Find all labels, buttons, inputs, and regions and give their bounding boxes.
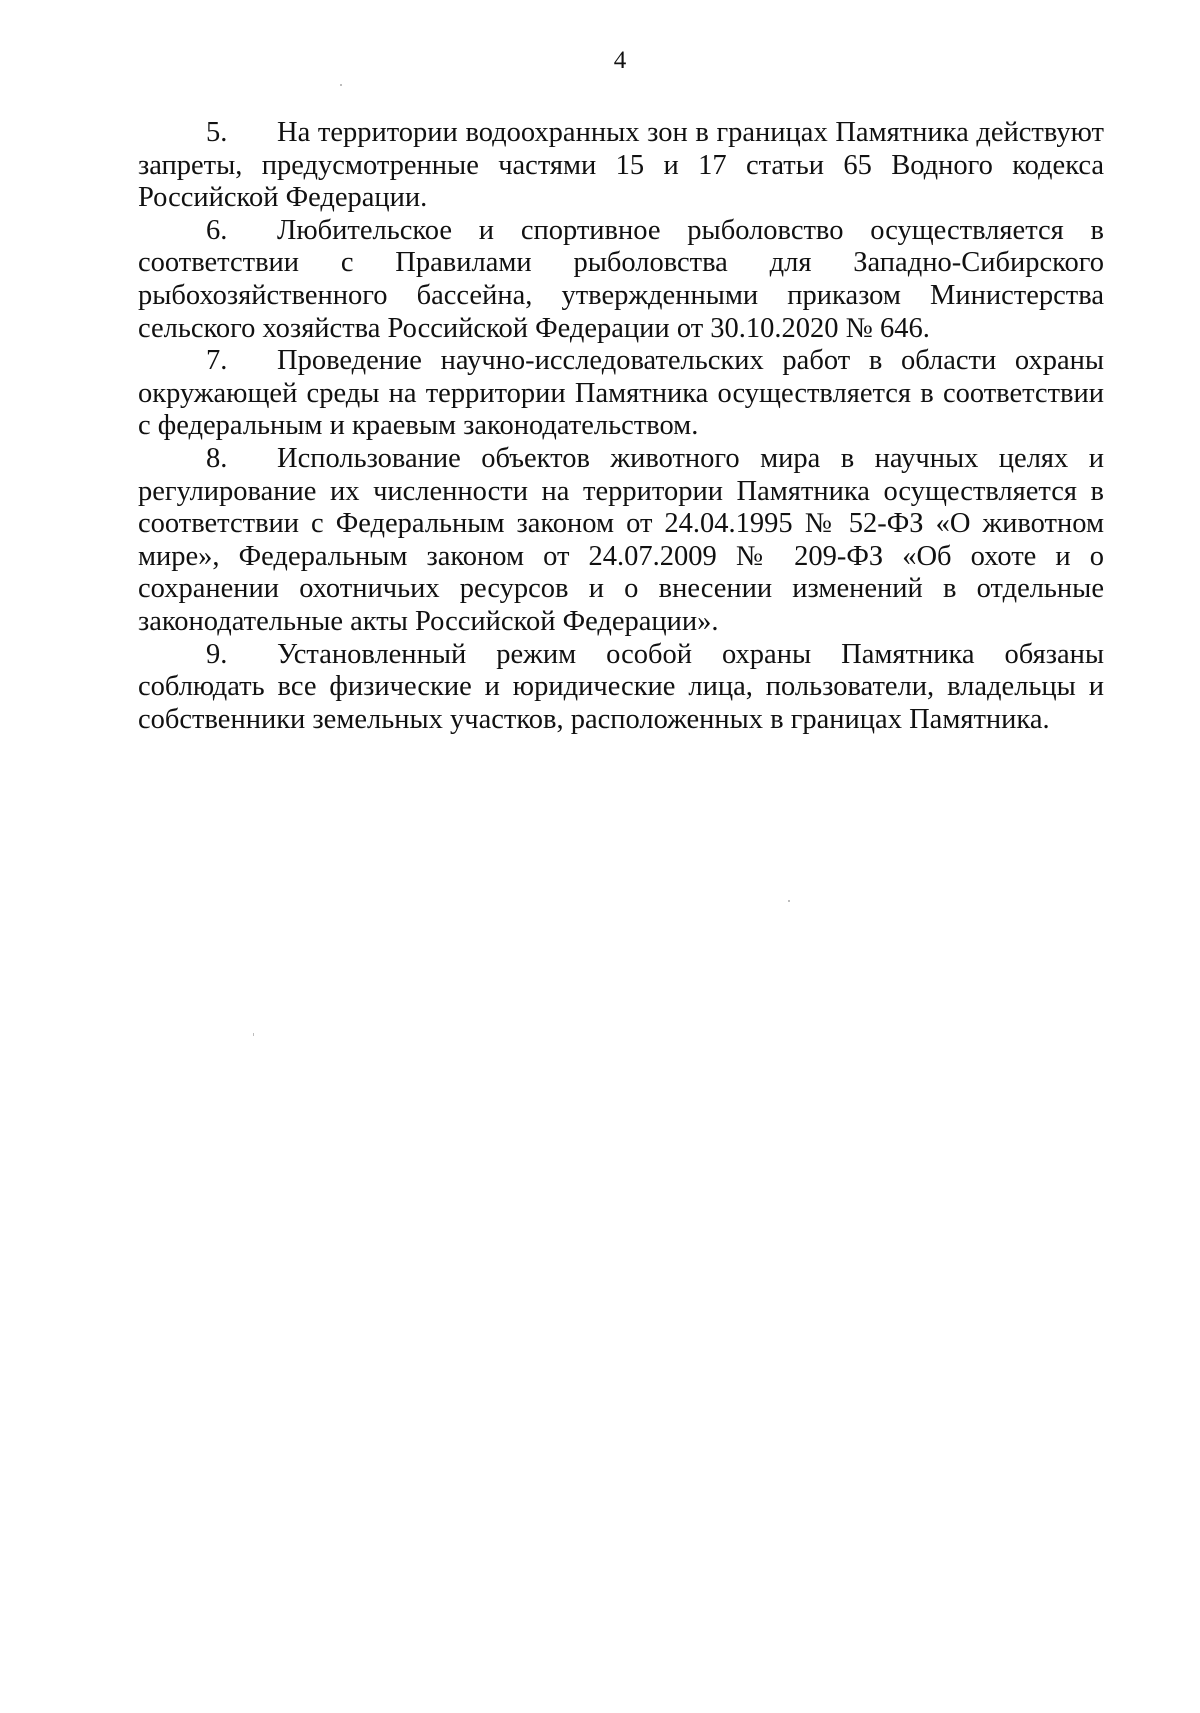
paragraph-text: Использование объектов животного мира в научных целях и регулирование их численности на территории Памятника осуществляется в соответствии с Федеральным законом от 24.04.1995 № 52-ФЗ «О животном мире», Федеральным законом от 24.07.2009 № 209-ФЗ «Об охоте и о сохранении охотничьих ресурсов и о внесении изменений в отдельные законодательные акты Российской Федерации». (138, 442, 1104, 637)
document-body (138, 117, 1104, 736)
paragraph-number: 6. (206, 214, 228, 246)
paragraph-text: На территории водоохранных зон в границах Памятника действуют запреты, предусмотренные частями 15 и 17 статьи 65 Водного кодекса Российской Федерации. (138, 117, 1104, 214)
paragraph-5 (138, 117, 1104, 215)
paragraph-number: 7. (206, 345, 228, 377)
page-number: 4 (613, 47, 627, 74)
scan-speck (340, 84, 342, 86)
paragraph-9 (138, 639, 1104, 737)
scan-speck (788, 900, 790, 902)
paragraph-text: Проведение научно-исследовательских работ в области охраны окружающей среды на территории Памятника осуществляется в соответствии с федеральным и краевым законодательством. (138, 345, 1104, 442)
scan-speck (253, 1033, 254, 1036)
paragraph-text: Любительское и спортивное рыболовство осуществляется в соответствии с Правилами рыболовства для Западно-Сибирского рыбохозяйственного бассейна, утвержденными приказом Министерства сельского хозяйства Российской Федерации от 30.10.2020 № 646. (138, 214, 1104, 344)
paragraph-6 (138, 215, 1104, 345)
paragraph-text: Установленный режим особой охраны Памятника обязаны соблюдать все физические и юридические лица, пользователи, владельцы и собственники земельных участков, расположенных в границах Памятника. (138, 638, 1104, 735)
paragraph-number: 5. (206, 117, 228, 148)
paragraph-7 (138, 345, 1104, 443)
paragraph-8 (138, 443, 1104, 639)
paragraph-number: 9. (206, 638, 228, 670)
paragraph-number: 8. (206, 442, 228, 474)
